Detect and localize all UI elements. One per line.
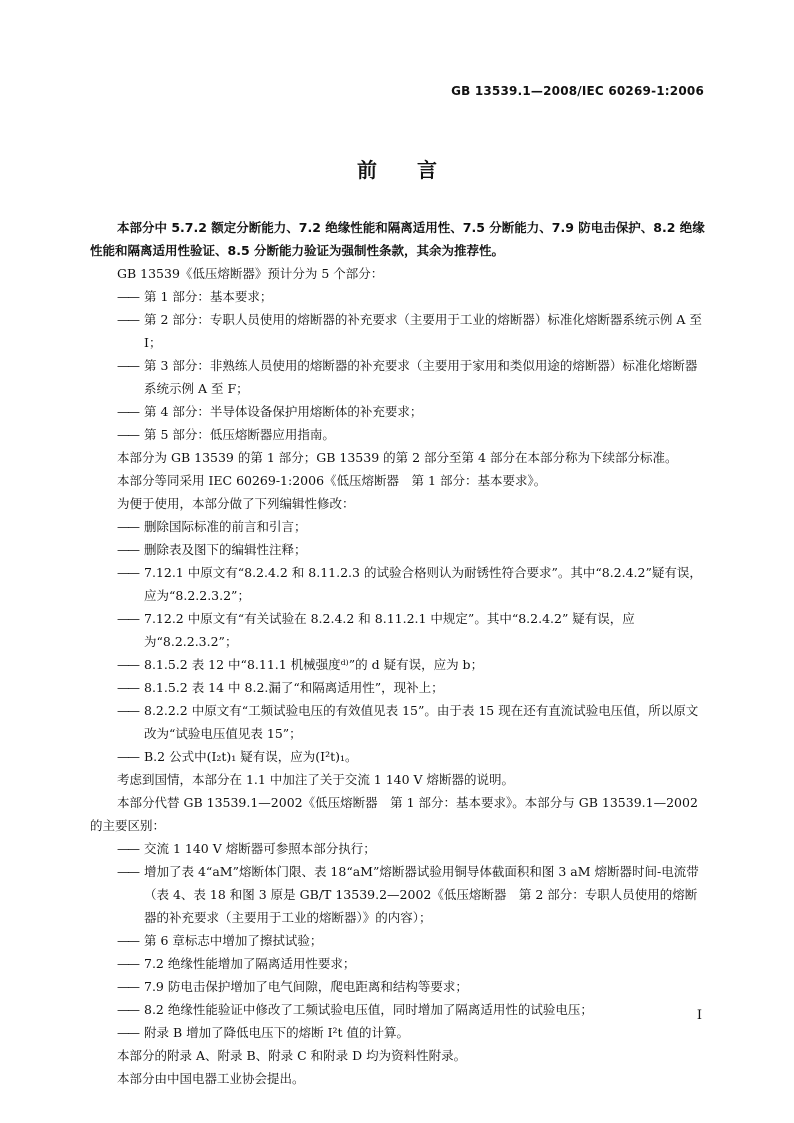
paragraph-mandatory-clauses: 本部分中 5.7.2 额定分断能力、7.2 绝缘性能和隔离适用性、7.5 分断能力、7.9 防电击保护、8.2 绝缘性能和隔离适用性验证、8.5 分断能力验证为强制性条款，其余为推荐性。 <box>90 220 705 258</box>
paragraph: 本部分代替 GB 13539.1—2002《低压熔断器 第 1 部分：基本要求》。本部分与 GB 13539.1—2002 的主要区别： <box>90 795 698 833</box>
paragraph: 本部分由中国电器工业协会提出。 <box>117 1071 305 1086</box>
list-item: —— 8.1.5.2 表 12 中“8.11.1 机械强度ᵈ⁾”的 d 疑有误，应为 b； <box>90 653 706 676</box>
list-item: —— 7.2 绝缘性能增加了隔离适用性要求； <box>90 952 706 975</box>
paragraph: GB 13539《低压熔断器》预计分为 5 个部分： <box>117 266 384 281</box>
list-item: —— 删除表及图下的编辑性注释； <box>90 538 706 561</box>
list-item: —— 第 6 章标志中增加了擦拭试验； <box>90 929 706 952</box>
paragraph: 考虑到国情，本部分在 1.1 中加注了关于交流 1 140 V 熔断器的说明。 <box>117 772 515 787</box>
list-item: —— 第 5 部分：低压熔断器应用指南。 <box>90 423 706 446</box>
paragraph: 本部分的附录 A、附录 B、附录 C 和附录 D 均为资料性附录。 <box>117 1048 467 1063</box>
list-item: —— 8.2 绝缘性能验证中修改了工频试验电压值，同时增加了隔离适用性的试验电压； <box>90 998 706 1021</box>
list-item: —— 增加了表 4“aM”熔断体门限、表 18“aM”熔断器试验用铜导体截面积和图 3 aM 熔断器时间-电流带（表 4、表 18 和图 3 原是 GB/T 13539.2—2002《低压熔断器 第 2 部分：专职人员使用的熔断器的补充要求（主要用于工业的熔断器）》的内容）； <box>90 860 706 929</box>
standard-id-header: GB 13539.1—2008/IEC 60269-1:2006 <box>451 84 704 98</box>
paragraph: 本部分为 GB 13539 的第 1 部分；GB 13539 的第 2 部分至第 4 部分在本部分称为下续部分标准。 <box>117 450 678 465</box>
list-item: —— 7.12.2 中原文有“有关试验在 8.2.4.2 和 8.11.2.1 中规定”。其中“8.2.4.2” 疑有误，应为“8.2.2.3.2”； <box>90 607 706 653</box>
list-item: —— 附录 B 增加了降低电压下的熔断 I²t 值的计算。 <box>90 1021 706 1044</box>
list-item: —— 第 4 部分：半导体设备保护用熔断体的补充要求； <box>90 400 706 423</box>
page-title: 前言 <box>357 158 477 182</box>
list-item: —— B.2 公式中(I₂t)₁ 疑有误，应为(I²t)₁。 <box>90 745 706 768</box>
paragraph: 本部分等同采用 IEC 60269-1:2006《低压熔断器 第 1 部分：基本要求》。 <box>117 473 547 488</box>
list-item: —— 第 1 部分：基本要求； <box>90 285 706 308</box>
list-item: —— 第 3 部分：非熟练人员使用的熔断器的补充要求（主要用于家用和类似用途的熔断器）标准化熔断器系统示例 A 至 F； <box>90 354 706 400</box>
foreword-body <box>90 216 706 1090</box>
paragraph: 为便于使用，本部分做了下列编辑性修改： <box>117 496 355 511</box>
list-item: —— 删除国际标准的前言和引言； <box>90 515 706 538</box>
list-item: —— 交流 1 140 V 熔断器可参照本部分执行； <box>90 837 706 860</box>
list-item: —— 8.2.2.2 中原文有“工频试验电压的有效值见表 15”。由于表 15 现在还有直流试验电压值，所以原文改为“试验电压值见表 15”； <box>90 699 706 745</box>
list-item: —— 8.1.5.2 表 14 中 8.2.漏了“和隔离适用性”，现补上； <box>90 676 706 699</box>
page-number: I <box>696 1008 702 1023</box>
list-item: —— 第 2 部分：专职人员使用的熔断器的补充要求（主要用于工业的熔断器）标准化熔断器系统示例 A 至 I； <box>90 308 706 354</box>
list-item: —— 7.9 防电击保护增加了电气间隙，爬电距离和结构等要求； <box>90 975 706 998</box>
list-item: —— 7.12.1 中原文有“8.2.4.2 和 8.11.2.3 的试验合格则认为耐锈性符合要求”。其中“8.2.4.2”疑有误，应为“8.2.2.3.2”； <box>90 561 706 607</box>
